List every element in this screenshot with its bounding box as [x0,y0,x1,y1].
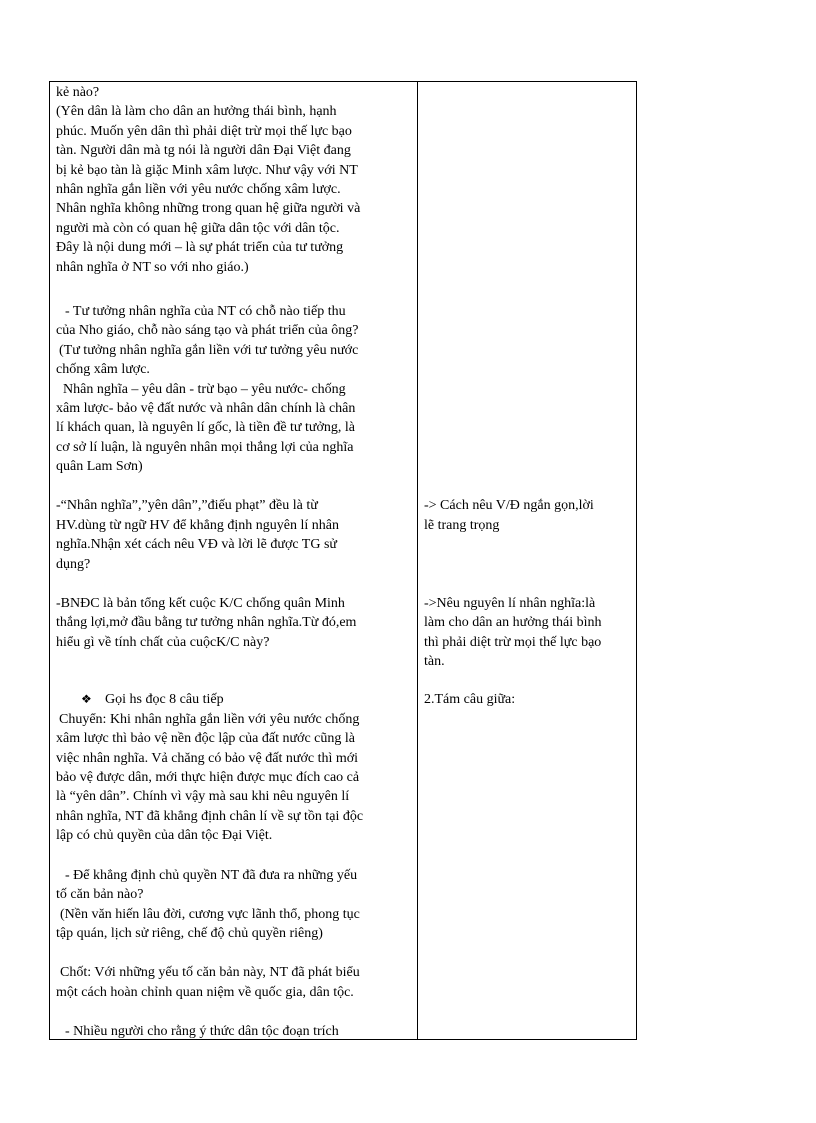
text-line: dụng? [56,557,91,572]
answer-line: lẽ trang trọng [424,518,500,533]
text-line: lập có chủ quyền của dân tộc Đại Việt. [56,828,273,843]
section-heading: 2.Tám câu giữa: [424,692,516,707]
answer-line: thì phải diệt trừ mọi thế lực bạo [424,635,602,650]
text-line: nhân nghĩa, NT đã khẳng định chân lí về sự tồn tại độc [56,809,364,824]
text-line: Đây là nội dung mới – là sự phát triển của tư tưởng [56,240,344,255]
text-line: Nhân nghĩa không những trong quan hệ giữa người và [56,201,361,216]
question-line: - Nhiều người cho rằng ý thức dân tộc đoạn trích [65,1024,339,1039]
text-line: người mà còn có quan hệ giữa dân tộc với dân tộc. [56,221,340,236]
question-line: - Tư tưởng nhân nghĩa của NT có chỗ nào tiếp thu [65,304,346,319]
question-line: -BNĐC là bản tổng kết cuộc K/C chống quân Minh [56,596,345,611]
diamond-bullet-icon: ❖ [81,692,92,706]
text-line: xâm lược- bảo vệ đất nước và nhân dân chính là chân [56,401,356,416]
answer-line: làm cho dân an hưởng thái bình [424,615,602,630]
text-line: Chuyển: Khi nhân nghĩa gắn liền với yêu nước chống [59,712,360,727]
text-line: thắng lợi,mở đầu bằng tư tưởng nhân nghĩa.Từ đó,em [56,615,357,630]
text-line: nhân nghĩa ở NT so với nho giáo.) [56,260,249,275]
text-line: tố căn bản nào? [56,887,144,902]
text-line: hiểu gì về tính chất của cuộcK/C này? [56,635,270,650]
text-line: tàn. Người dân mà tg nói là người dân Đại Việt đang [56,143,351,158]
answer-line: ->Nêu nguyên lí nhân nghĩa:là [424,596,596,611]
conclusion-line: Chốt: Với những yếu tố căn bản này, NT đã phát biểu [60,965,360,980]
text-line: quân Lam Sơn) [56,459,143,474]
answer-line: -> Cách nêu V/Đ ngắn gọn,lời [424,498,594,513]
text-line: bảo vệ được dân, mới thực hiện được mục đích cao cả [56,770,360,785]
text-line: HV.dùng từ ngữ HV để khẳng định nguyên lí nhân [56,518,339,533]
instruction-line: Gọi hs đọc 8 câu tiếp [105,692,224,707]
text-line: bị kẻ bạo tàn là giặc Minh xâm lược. Như vậy với NT [56,163,358,178]
column-divider [417,82,418,1039]
text-line: phúc. Muốn yên dân thì phải diệt trừ mọi thế lực bạo [56,124,352,139]
text-line: nghĩa.Nhận xét cách nêu VĐ và lời lẽ được TG sử [56,537,338,552]
text-line: của Nho giáo, chỗ nào sáng tạo và phát triển của ông? [56,323,359,338]
text-line: tập quán, lịch sử riêng, chế độ chủ quyền riêng) [56,926,323,941]
answer-line: tàn. [424,654,445,669]
question-line: -“Nhân nghĩa”,”yên dân”,”điếu phạt” đều là từ [56,498,318,513]
text-line: là “yên dân”. Chính vì vậy mà sau khi nêu nguyên lí [56,789,350,804]
text-line: kẻ nào? [56,85,100,100]
text-line: (Tư tưởng nhân nghĩa gắn liền với tư tưởng yêu nước [59,343,359,358]
text-line: lí khách quan, là nguyên lí gốc, là tiền đề tư tưởng, là [56,420,356,435]
text-line: một cách hoàn chỉnh quan niệm về quốc gia, dân tộc. [56,985,354,1000]
text-line: cơ sở lí luận, là nguyên nhân mọi thắng lợi của nghĩa [56,440,354,455]
text-line: việc nhân nghĩa. Vả chăng có bảo vệ đất nước thì mới [56,751,359,766]
text-line: xâm lược thì bảo vệ nền độc lập của đất nước cũng là [56,731,355,746]
text-line: Nhân nghĩa – yêu dân - trừ bạo – yêu nước- chống [63,382,346,397]
text-line: nhân nghĩa gắn liền với yêu nước chống xâm lược. [56,182,341,197]
lesson-table [49,81,637,1040]
text-line: (Yên dân là làm cho dân an hưởng thái bình, hạnh [56,104,337,119]
text-line: chống xâm lược. [56,362,150,377]
text-line: (Nền văn hiến lâu đời, cương vực lãnh thổ, phong tục [60,907,360,922]
question-line: - Để khẳng định chủ quyền NT đã đưa ra những yếu [65,868,358,883]
